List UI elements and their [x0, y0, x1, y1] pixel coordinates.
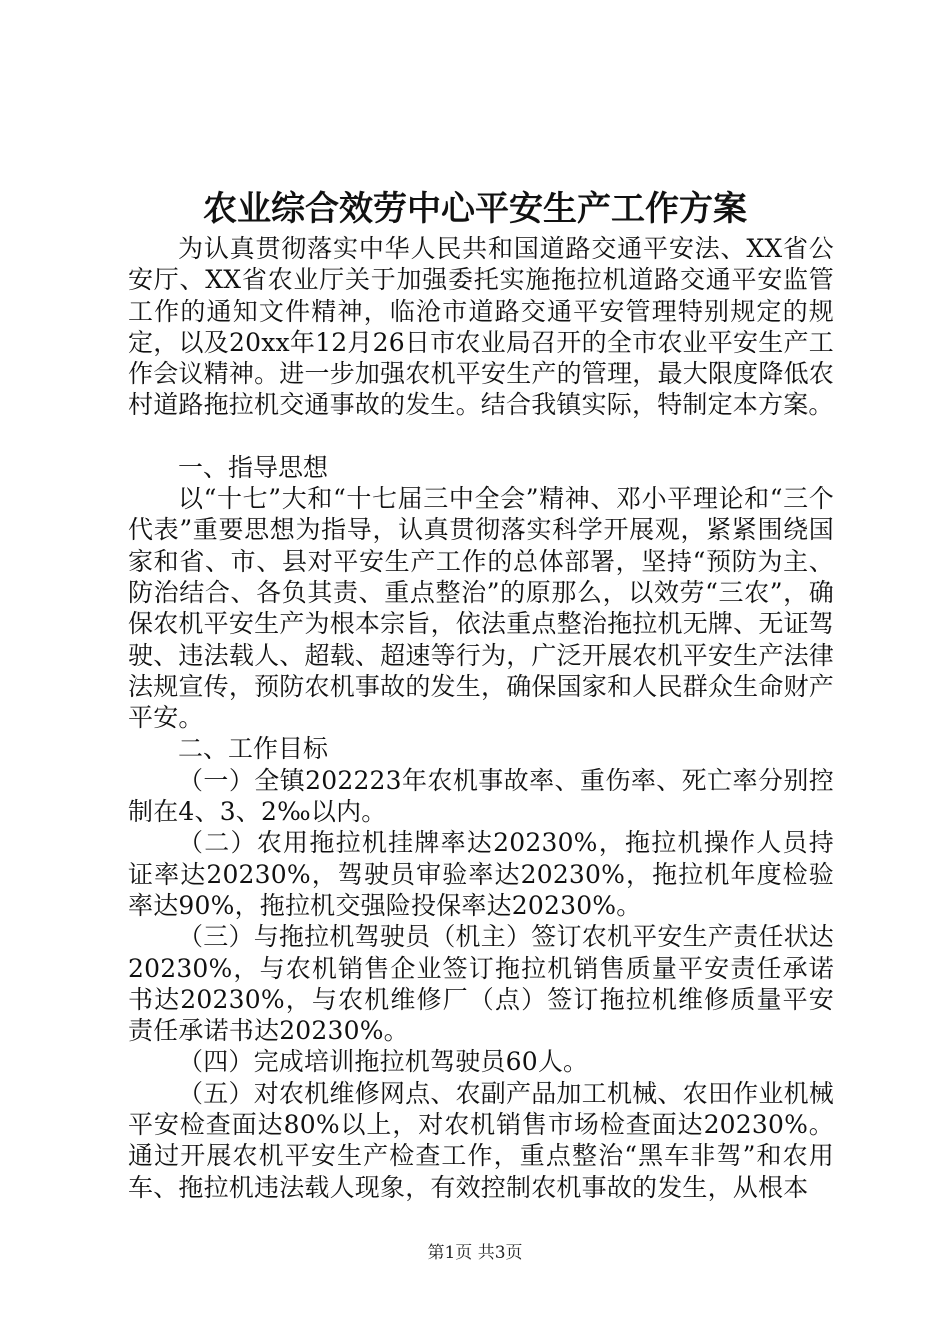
section-heading-guiding-ideology: 一、指导思想 — [178, 452, 329, 482]
document-title: 农业综合效劳中心平安生产工作方案 — [203, 189, 747, 229]
guiding-ideology-paragraph: 以“十七”大和“十七届三中全会”精神、邓小平理论和“三个代表”重要思想为指导，认真贯彻落实科学开展观，紧紧围绕国家和省、市、县对平安生产工作的总体部署，坚持“预防为主、防治结合、各负其责、重点整治”的原那么，以效劳“三农”，确保农机平安生产为根本宗旨，依法重点整治拖拉机无牌、无证驾驶、违法载人、超载、超速等行为，广泛开展农机平安生产法律法规宣传，预防农机事故的发生，确保国家和人民群众生命财产平安。 — [128, 484, 834, 733]
document-body — [128, 233, 834, 1203]
goal-item-2: （二）农用拖拉机挂牌率达20230%，拖拉机操作人员持证率达20230%，驾驶员审验率达20230%，拖拉机年度检验率达90%，拖拉机交强险投保率达20230%。 — [128, 828, 834, 920]
goal-item-4: （四）完成培训拖拉机驾驶员60人。 — [178, 1047, 589, 1077]
section-heading-work-goals: 二、工作目标 — [178, 734, 329, 764]
intro-paragraph: 为认真贯彻落实中华人民共和国道路交通平安法、XX省公安厅、XX省农业厅关于加强委托实施拖拉机道路交通平安监管工作的通知文件精神，临沧市道路交通平安管理特别规定的规定，以及20xx年12月26日市农业局召开的全市农业平安生产工作会议精神。进一步加强农机平安生产的管理，最大限度降低农村道路拖拉机交通事故的发生。结合我镇实际，特制定本方案。 — [128, 234, 834, 420]
goal-item-3: （三）与拖拉机驾驶员（机主）签订农机平安生产责任状达20230%，与农机销售企业签订拖拉机销售质量平安责任承诺书达20230%，与农机维修厂（点）签订拖拉机维修质量平安责任承诺书达20230%。 — [128, 922, 834, 1046]
goal-item-5: （五）对农机维修网点、农副产品加工机械、农田作业机械平安检查面达80%以上，对农机销售市场检查面达20230%。通过开展农机平安生产检查工作，重点整治“黑车非驾”和农用车、拖拉机违法载人现象，有效控制农机事故的发生，从根本 — [128, 1078, 834, 1202]
paragraph-gap — [128, 421, 834, 452]
goal-item-1: （一）全镇202223年农机事故率、重伤率、死亡率分别控制在4、3、2‰以内。 — [128, 765, 834, 827]
page-footer: 第1页 共3页 — [427, 1243, 523, 1263]
